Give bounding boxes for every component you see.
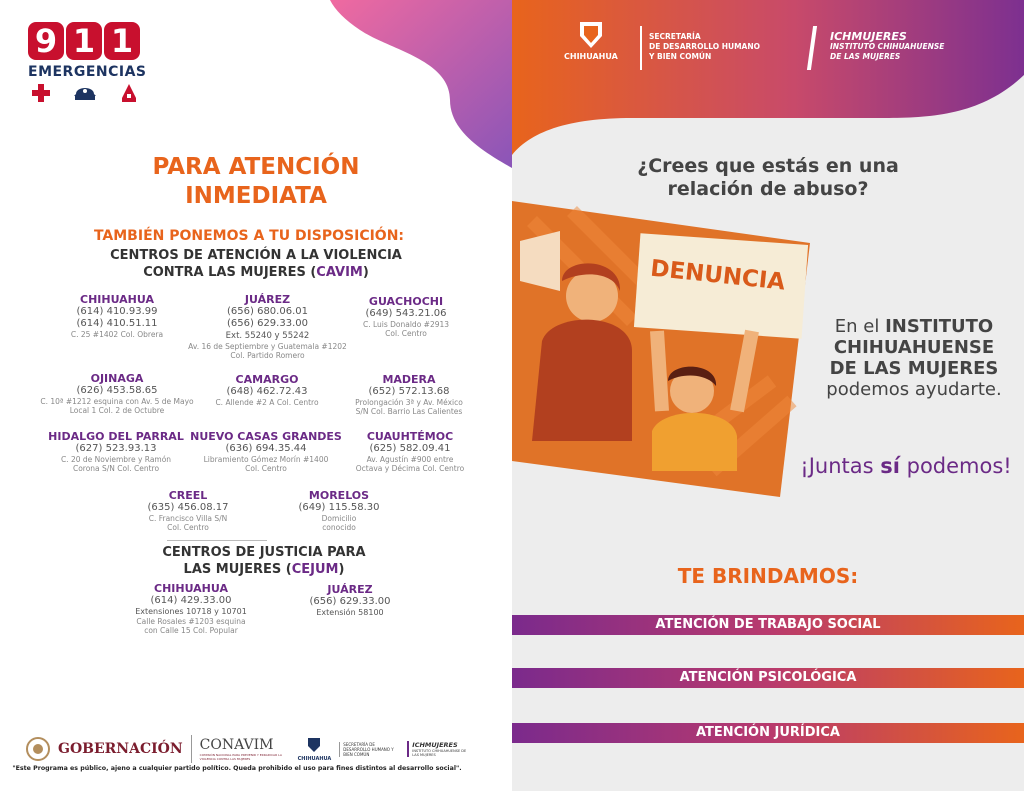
denuncia-sign-text: DENUNCIA <box>649 255 787 296</box>
mexico-seal-icon <box>26 737 50 761</box>
question-heading: ¿Crees que estás en una relación de abuso? <box>637 155 899 200</box>
service-psychological: ATENCIÓN PSICOLÓGICA <box>512 668 1024 688</box>
ichmujeres-logo: ICHMUJERES INSTITUTO CHIHUAHUENSE DE LAS MUJERES <box>830 30 945 61</box>
cavim-title <box>0 247 512 281</box>
office-juarez: JUÁREZ (656) 680.06.01 (656) 629.33.00 Ext. 55240 y 55242 Av. 16 de Septiembre y Guatemala #1202 Col. Partido Romero <box>188 293 347 360</box>
office-ojinaga: OJINAGA (626) 453.58.65 C. 10ª #1212 esquina con Av. 5 de Mayo Local 1 Col. 2 de Octubre <box>40 372 194 415</box>
heading-line-1: PARA ATENCIÓN <box>152 154 360 180</box>
brindamos-heading: TE BRINDAMOS: <box>677 564 859 588</box>
digit-1: 1 <box>66 22 102 60</box>
slogan: ¡Juntas sí podemos! <box>800 454 1012 478</box>
chihuahua-logo: CHIHUAHUA <box>564 22 618 61</box>
cejum-office-chihuahua: CHIHUAHUA (614) 429.33.00 Extensiones 10718 y 10701 Calle Rosales #1203 esquina con Calle 15 Col. Popular <box>135 582 247 635</box>
ichmujeres-mini-logo: ICHMUJERES INSTITUTO CHIHUAHUENSE DE LAS MUJERES <box>407 741 472 757</box>
office-nuevo-casas-grandes: NUEVO CASAS GRANDES (636) 694.35.44 Libramiento Gómez Morín #1400 Col. Centro <box>190 430 342 473</box>
chihuahua-shield-icon <box>577 22 605 48</box>
heading-line-2: INMEDIATA <box>185 183 327 209</box>
chihuahua-shield-icon <box>306 738 322 752</box>
right-panel <box>512 0 1024 791</box>
conavim-logo: CONAVIM COMISIÓN NACIONAL PARA PREVENIR Y ERRADICAR LA VIOLENCIA CONTRA LAS MUJERES <box>199 737 282 761</box>
office-cuauhtemoc: CUAUHTÉMOC (625) 582.09.41 Av. Agustín #900 entre Octava y Décima Col. Centro <box>355 430 465 473</box>
cejum-office-juarez: JUÁREZ (656) 629.33.00 Extensión 58100 <box>309 583 391 617</box>
cavim-line-1: CENTROS DE ATENCIÓN A LA VIOLENCIA <box>110 248 402 263</box>
disclaimer: "Este Programa es público, ajeno a cualquier partido político. Queda prohibido el uso para fines distintos al desarrollo social". <box>12 765 462 772</box>
secretaria-logo: SECRETARÍA DE DESARROLLO HUMANO Y BIEN COMÚN <box>649 32 761 61</box>
cejum-line-2: LAS MUJERES (CEJUM) <box>183 562 345 577</box>
office-hidalgo-del-parral: HIDALGO DEL PARRAL (627) 523.93.13 C. 20 de Noviembre y Ramón Corona S/N Col. Centro <box>48 430 184 473</box>
emergency-label: EMERGENCIAS <box>28 64 147 80</box>
office-madera: MADERA (652) 572.13.68 Prolongación 3ª y Av. México S/N Col. Barrio Las Calientes <box>355 373 463 416</box>
chihuahua-mini-logo: CHIHUAHUA <box>298 737 332 762</box>
institute-text: En el INSTITUTO CHIHUAHUENSE DE LAS MUJERES podemos ayudarte. <box>826 316 1002 400</box>
police-cap-icon <box>74 84 96 102</box>
service-legal: ATENCIÓN JURÍDICA <box>512 723 1024 743</box>
cavim-abbr: CAVIM <box>316 265 363 280</box>
office-creel: CREEL (635) 456.08.17 C. Francisco Villa S/N Col. Centro <box>147 489 229 532</box>
cejum-abbr: CEJUM <box>291 562 339 577</box>
secretaria-mini-logo: SECRETARÍA DE DESARROLLO HUMANO Y BIEN COMÚN <box>339 742 399 757</box>
red-cross-icon <box>32 84 50 102</box>
cejum-line-1: CENTROS DE JUSTICIA PARA <box>162 545 366 560</box>
fire-alarm-icon <box>120 84 138 102</box>
service-social-work: ATENCIÓN DE TRABAJO SOCIAL <box>512 615 1024 635</box>
digit-9: 9 <box>28 22 64 60</box>
digit-1b: 1 <box>104 22 140 60</box>
emergency-911-logo <box>28 22 147 102</box>
office-camargo: CAMARGO (648) 462.72.43 C. Allende #2 A Col. Centro <box>215 373 319 407</box>
cejum-title <box>0 544 512 578</box>
footer-logos <box>26 735 472 763</box>
denuncia-illustration <box>512 201 812 497</box>
gobernacion-logo: GOBERNACIÓN <box>58 741 183 757</box>
main-heading <box>0 153 512 211</box>
cavim-line-2: CONTRA LAS MUJERES (CAVIM) <box>143 265 369 280</box>
office-chihuahua: CHIHUAHUA (614) 410.93.99 (614) 410.51.11 C. 25 #1402 Col. Obrera <box>70 293 164 339</box>
office-morelos: MORELOS (649) 115.58.30 Domicilio conocido <box>298 489 380 532</box>
office-guachochi: GUACHOCHI (649) 543.21.06 C. Luis Donaldo #2913 Col. Centro <box>362 295 450 338</box>
decorative-gradient-shape <box>330 0 512 170</box>
subheading: TAMBIÉN PONEMOS A TU DISPOSICIÓN: <box>93 228 405 244</box>
logo-divider <box>640 26 642 70</box>
divider <box>167 540 267 541</box>
